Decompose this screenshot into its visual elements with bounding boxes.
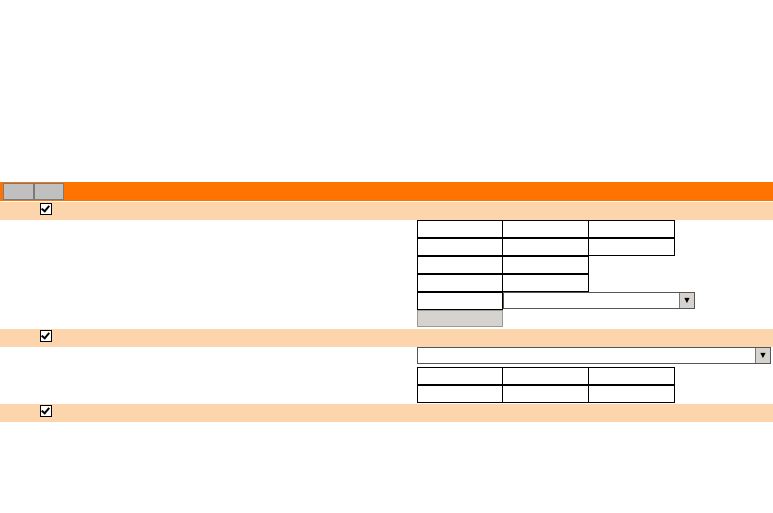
- chevron-down-icon[interactable]: ▼: [679, 293, 694, 308]
- ergaenzung-bar: [0, 182, 773, 201]
- row-14-4: [0, 274, 773, 292]
- speed-sun-input[interactable]: [417, 238, 503, 256]
- expand-button[interactable]: [3, 183, 34, 200]
- row-15-1: [0, 347, 773, 365]
- row-14-2: [0, 238, 773, 256]
- teeth-to-input-2[interactable]: [503, 274, 589, 292]
- collapse-button[interactable]: [34, 183, 64, 200]
- row-14-3: [0, 256, 773, 274]
- material-select[interactable]: [417, 347, 771, 364]
- ergaenzung-title: [64, 182, 773, 201]
- desired-speed-input[interactable]: [417, 292, 503, 310]
- teeth-from-input-1[interactable]: [417, 256, 503, 274]
- section-16-header: [0, 404, 773, 422]
- section-14-checkbox[interactable]: [40, 203, 52, 215]
- teeth-from-input-2[interactable]: [503, 256, 589, 274]
- section-16-checkbox[interactable]: [40, 405, 52, 417]
- row-15-2: [0, 367, 773, 385]
- teeth-ring-input[interactable]: [589, 220, 675, 238]
- speed-ring-input[interactable]: [589, 238, 675, 256]
- teeth-planet-input[interactable]: [503, 220, 589, 238]
- start-button[interactable]: [417, 310, 503, 327]
- row-14-5: [0, 292, 773, 310]
- section-15-checkbox[interactable]: [40, 330, 52, 342]
- row-15-3: [0, 385, 773, 403]
- row-14-6: [0, 310, 773, 328]
- section-15-header: [0, 329, 773, 347]
- section-14-header: [0, 202, 773, 220]
- row-14-1: [0, 220, 773, 238]
- chevron-down-icon[interactable]: ▼: [755, 348, 770, 363]
- speed-carrier-value: [503, 238, 589, 256]
- solution-select[interactable]: [503, 292, 695, 309]
- teeth-to-input-1[interactable]: [417, 274, 503, 292]
- teeth-sun-input[interactable]: [417, 220, 503, 238]
